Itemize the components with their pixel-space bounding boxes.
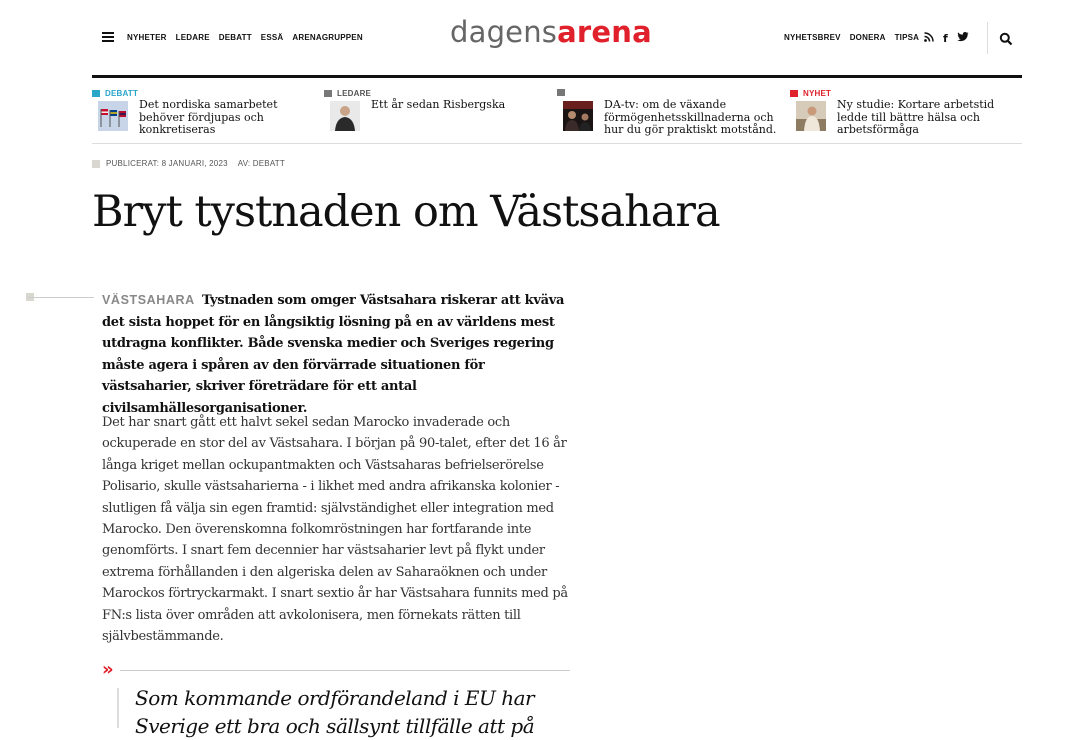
teaser-thumbnail-flags <box>98 101 128 131</box>
pull-quote: Som kommande ordförandeland i EU har Sverige ett bra och sällsynt tillfälle att på <box>135 686 535 738</box>
category-marker <box>92 90 100 97</box>
nav-item-debatt[interactable]: DEBATT <box>218 33 252 42</box>
author-byline[interactable]: AV: DEBATT <box>237 159 285 168</box>
teaser-category <box>92 89 138 98</box>
publish-date: PUBLICERAT: 8 JANUARI, 2023 <box>106 159 228 168</box>
teaser-title[interactable]: Ny studie: Kortare arbetstid ledde till bättre hälsa och arbetsförmåga <box>837 98 995 136</box>
facebook-icon[interactable]: f <box>943 32 948 45</box>
article-kicker[interactable]: VÄSTSAHARA <box>102 293 195 307</box>
article-title: Bryt tystnaden om Västsahara <box>92 187 720 237</box>
teaser-item[interactable] <box>557 86 789 142</box>
teaser-item[interactable] <box>324 86 556 142</box>
teaser-category-label: NYHET <box>803 89 832 98</box>
quote-divider <box>120 670 570 671</box>
search-icon[interactable] <box>999 32 1013 46</box>
teaser-title[interactable]: DA-tv: om de växande förmögenhetsskillnaderna och hur du gör praktiskt motstånd. <box>604 98 777 136</box>
quote-bar <box>117 688 119 728</box>
nav-item-arenagruppen[interactable]: ARENAGRUPPEN <box>292 33 363 42</box>
teaser-thumbnail-studio <box>563 101 593 131</box>
category-marker <box>324 90 332 97</box>
nav-item-nyheter[interactable]: NYHETER <box>127 33 167 42</box>
teaser-item[interactable] <box>92 86 324 142</box>
quote-marker-icon: » <box>102 659 114 680</box>
teaser-category <box>324 89 371 98</box>
teaser-category-label: DEBATT <box>105 89 139 98</box>
ingress-text: Tystnaden som omger Västsahara riskerar att kväva det sista hoppet för en långsiktig lösning på en av världens mest utdragna konflikter. Både svenska medier och Sveriges regering måste agera i spåren av den förvärrade situationen för västsaharier, skriver företrädare för ett antal civilsamhällesorganisationer. <box>102 293 565 416</box>
logo-text-arena: arena <box>557 15 652 49</box>
meta-marker <box>92 160 100 168</box>
article-ingress <box>102 290 572 420</box>
logo-text-dagens: dagens <box>450 15 558 49</box>
teaser-thumbnail-portrait <box>330 101 360 131</box>
category-marker <box>557 89 565 96</box>
site-header <box>92 0 1022 78</box>
teaser-thumbnail-photo <box>796 101 826 131</box>
category-marker <box>790 90 798 97</box>
article-meta <box>92 159 285 168</box>
article-paragraph: Det har snart gått ett halvt sekel sedan Marocko invaderade och ockuperade en stor del av Västsahara. I början på 90-talet, efter det 16 år långa kriget mellan ockupantmakten och Västsaharas befrielserörelse Polisario, skulle västsaharierna - i likhet med andra afrikanska kolonier - slutligen få välja sin egen framtid: självständighet eller integration med Marocko. Den överenskomna folkomröstningen har fortfarande inte genomförts. I snart fem decennier har västsaharier levt på flykt under extrema förhållanden i den algeriska delen av Saharaöknen och under Marockos förtryckarmakt. I snart sextio år har Västsahara funnits med på FN:s lista över områden att avkolonisera, men förnekats rätten till självbestämmande. <box>102 415 568 645</box>
twitter-icon[interactable] <box>957 32 969 45</box>
teaser-category-label: LEDARE <box>337 89 372 98</box>
social-links <box>924 32 969 45</box>
teaser-title[interactable]: Ett år sedan Risbergska <box>371 98 506 111</box>
nav-item-nyhetsbrev[interactable]: NYHETSBREV <box>784 33 841 42</box>
teaser-category <box>557 89 570 96</box>
hamburger-menu-icon[interactable] <box>102 32 114 42</box>
nav-item-donera[interactable]: DONERA <box>849 33 886 42</box>
teaser-item[interactable] <box>790 86 1022 142</box>
rss-icon[interactable] <box>924 32 934 45</box>
nav-item-essa[interactable]: ESSÄ <box>260 33 284 42</box>
teaser-strip <box>92 86 1022 144</box>
teaser-category <box>790 89 831 98</box>
nav-item-tipsa[interactable]: TIPSA <box>894 33 920 42</box>
header-divider <box>987 22 988 54</box>
site-logo[interactable] <box>450 12 652 52</box>
nav-item-ledare[interactable]: LEDARE <box>175 33 210 42</box>
decorative-line <box>27 297 94 298</box>
secondary-nav <box>784 33 919 42</box>
teaser-title[interactable]: Det nordiska samarbetet behöver fördjupas och konkretiseras <box>139 98 278 136</box>
main-nav <box>127 33 363 42</box>
